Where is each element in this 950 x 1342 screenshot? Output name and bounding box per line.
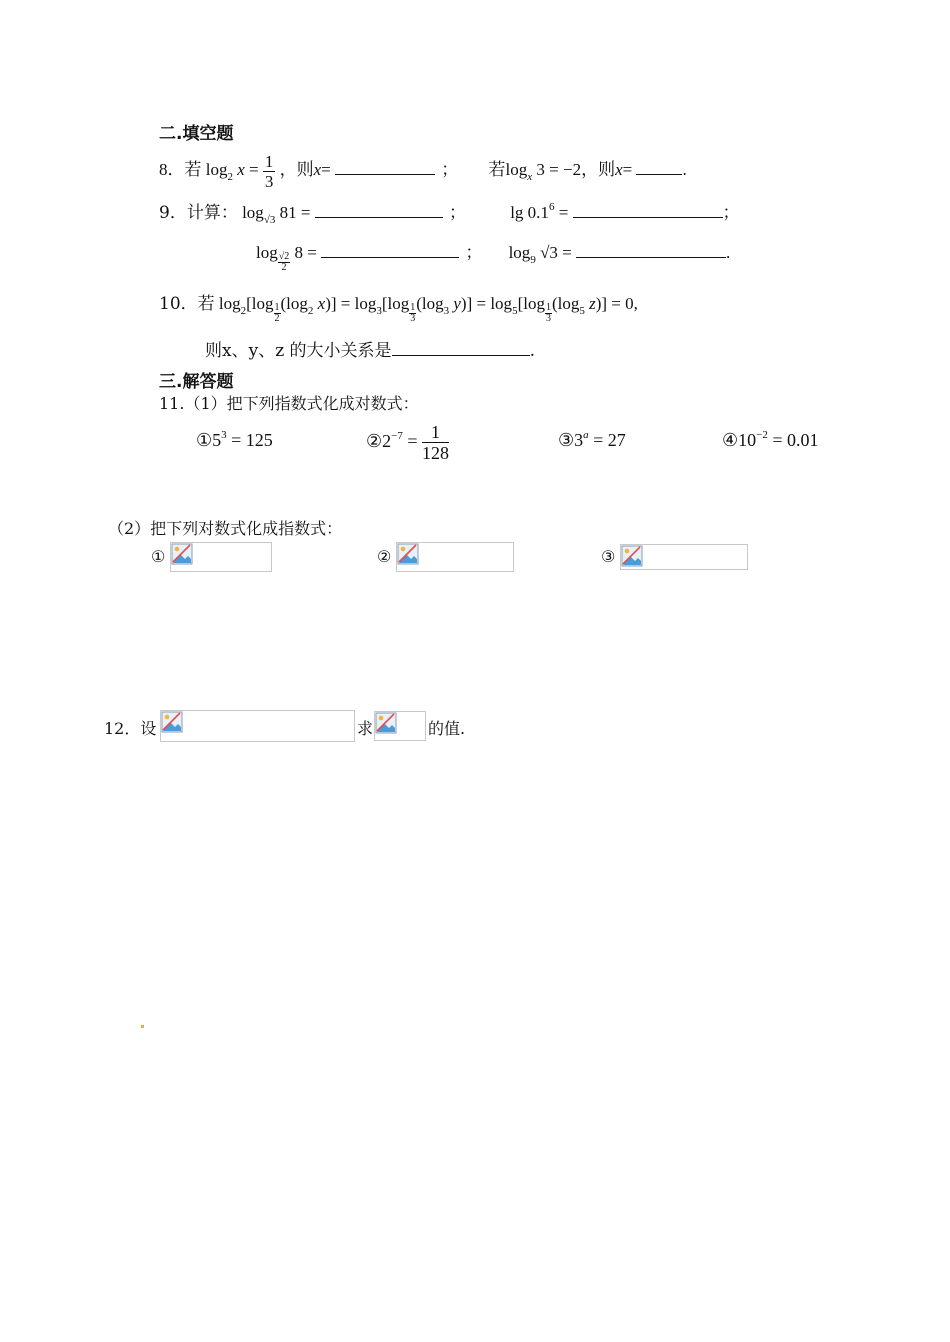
broken-image-icon — [621, 545, 643, 567]
image-placeholder — [396, 542, 514, 572]
q11-part2-mark-3: ③ — [601, 547, 616, 566]
q8-answer-blank-2[interactable] — [636, 158, 682, 175]
q11-part1-heading: 11.（1）把下列指数式化成对数式： — [159, 394, 419, 413]
q8-answer-blank-1[interactable] — [335, 158, 435, 175]
q12-end-text: 的值. — [428, 719, 466, 738]
q11-part2-mark-2: ② — [377, 547, 392, 566]
q12-mid-text: 求 — [357, 719, 374, 738]
section-title-fill-in: 二.填空题 — [159, 124, 234, 144]
question-9-row-2: log $\frac{√2}{2}$ 8 = ； $\log_9 √3$ = . — [256, 243, 731, 273]
fraction-1-over-128: $\frac{1}{128}$ — [422, 422, 450, 464]
q10-number: 10．若 — [159, 294, 215, 314]
q9-answer-blank-3[interactable] — [321, 241, 459, 258]
image-placeholder — [374, 711, 426, 741]
decorative-dot — [141, 1025, 144, 1028]
q9-answer-blank-1[interactable] — [315, 201, 443, 218]
q11-item-3: $③3^a = 27$ — [558, 429, 626, 450]
question-9-row-1: 9．计算： $\log_{√3} 81$ = ； $\lg 0.1^6$ = ； — [159, 201, 740, 226]
q9-answer-blank-4[interactable] — [576, 241, 726, 258]
section-title-solve: 三.解答题 — [159, 372, 234, 392]
q11-item-1: $①5^3 = 125$ — [196, 429, 273, 450]
q10-answer-blank[interactable] — [392, 339, 530, 356]
fraction-one-third: $\frac{1}{3}$ — [264, 151, 274, 191]
question-10-row-1: 10．若 $\log_2[\log$ $\frac{1}{2}$ ($\log_2$ $x)] = \log_3[\log$ $\frac{1}{3}$ ($\log_3$ $y)] = \log_5[\log$ $\frac{1}{3}$ ($\log_5$ z)] = 0, — [159, 294, 638, 324]
q11-item-4: $④10^{-2} = 0.01$ — [722, 429, 819, 450]
question-10-row-2: 则x、y、z 的大小关系是 . — [205, 341, 535, 361]
q11-part2-heading: （2）把下列对数式化成指数式： — [108, 519, 343, 538]
q11-item-2: $②2^{-7}$ = $\frac{1}{128}$ — [366, 422, 450, 464]
broken-image-icon — [375, 712, 397, 734]
image-placeholder — [160, 710, 355, 742]
image-placeholder — [620, 544, 748, 570]
q11-part2-mark-1: ① — [151, 547, 166, 566]
broken-image-icon — [171, 543, 193, 565]
broken-image-icon — [397, 543, 419, 565]
q9-number: 9．计算： — [159, 203, 238, 223]
image-placeholder — [170, 542, 272, 572]
q8-number: 8．若 — [159, 160, 202, 179]
q12-number: 12．设 — [104, 719, 157, 738]
question-8: 8．若 $\log_2 x$ = $\frac{1}{3}$ ，则x= ； 若$\log_x 3 = -2$，则x= . — [159, 151, 687, 191]
q9-answer-blank-2[interactable] — [573, 201, 723, 218]
fraction-sqrt2-over-2: $\frac{√2}{2}$ — [278, 251, 290, 273]
broken-image-icon — [161, 711, 183, 733]
